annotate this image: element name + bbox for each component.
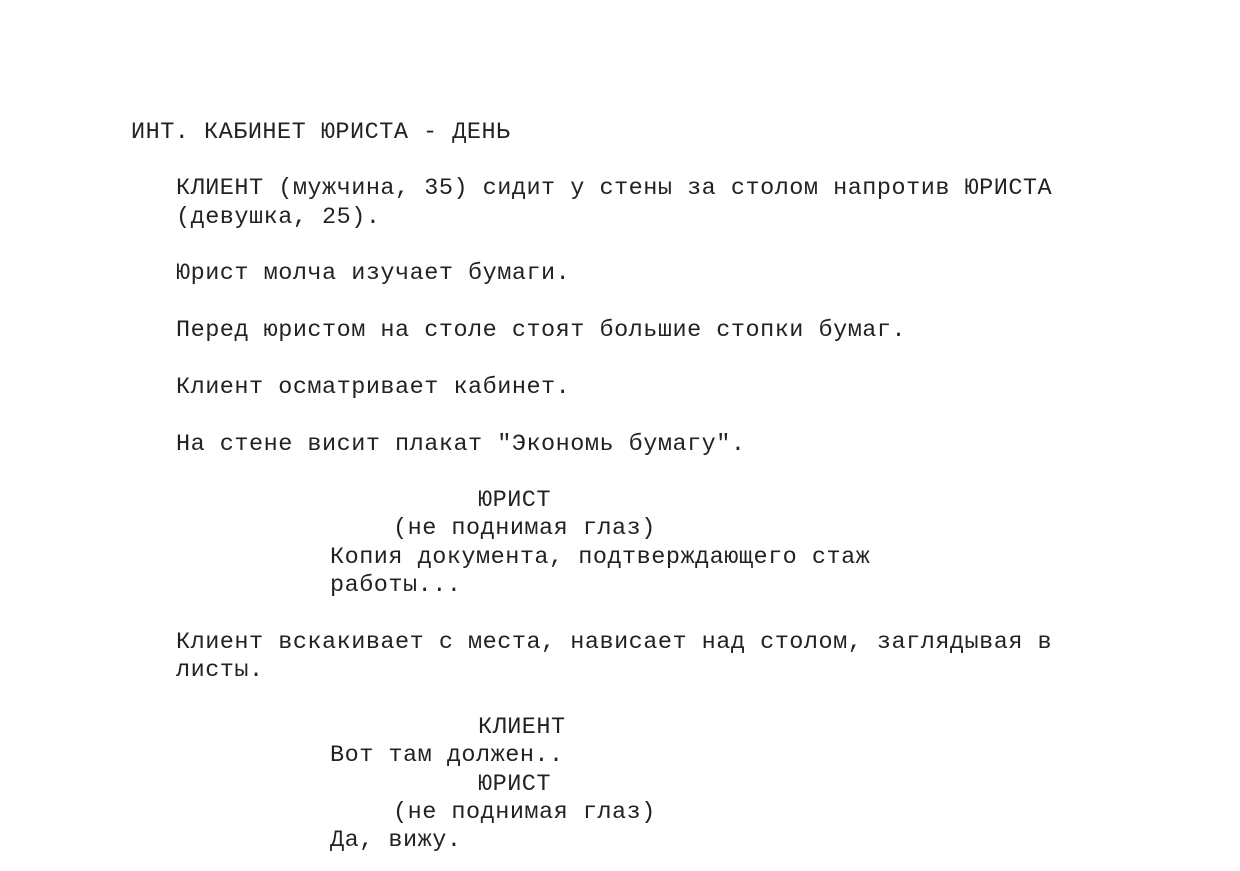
action-line: Юрист молча изучает бумаги. xyxy=(176,260,571,287)
action-line: КЛИЕНТ (мужчина, 35) сидит у стены за столом напротив ЮРИСТА xyxy=(176,175,1053,202)
action-line: Клиент вскакивает с места, нависает над столом, заглядывая в xyxy=(176,629,1053,656)
parenthetical: (не поднимая глаз) xyxy=(393,799,656,826)
action-line: (девушка, 25). xyxy=(176,204,381,231)
character-name: ЮРИСТ xyxy=(478,771,552,798)
parenthetical: (не поднимая глаз) xyxy=(393,515,656,542)
character-name: КЛИЕНТ xyxy=(478,714,566,741)
action-line: Клиент осматривает кабинет. xyxy=(176,374,571,401)
dialogue-line: работы... xyxy=(330,572,462,599)
dialogue-line: Вот там должен.. xyxy=(330,742,564,769)
dialogue-line: Да, вижу. xyxy=(330,827,462,854)
action-line: листы. xyxy=(176,657,264,684)
dialogue-line: Копия документа, подтверждающего стаж xyxy=(330,544,871,571)
action-line: На стене висит плакат "Экономь бумагу". xyxy=(176,431,746,458)
scene-heading: ИНТ. КАБИНЕТ ЮРИСТА - ДЕНЬ xyxy=(131,119,511,146)
character-name: ЮРИСТ xyxy=(478,487,552,514)
action-line: Перед юристом на столе стоят большие стопки бумаг. xyxy=(176,317,907,344)
